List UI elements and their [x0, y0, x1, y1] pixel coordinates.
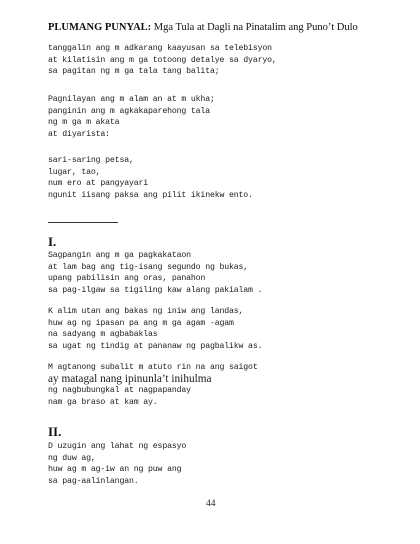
- stanza-1: [48, 43, 277, 78]
- poem-line: sari-saring petsa,: [48, 156, 134, 165]
- poem-line: huw ag m ag-iw an ng puw ang: [48, 465, 182, 475]
- poem-line: ng duw ag,: [48, 453, 96, 463]
- poem-line: D uzugin ang lahat ng espasyo: [48, 442, 187, 451]
- poem-line: at kilatisin ang m ga totoong detalye sa dyaryo,: [48, 55, 277, 65]
- running-header: [48, 22, 358, 33]
- poem-line: huw ag ng ipasan pa ang m ga agam -agam: [48, 318, 234, 328]
- poem-line: ngunit iisang paksa ang pilit ikinekw ento.: [48, 190, 253, 200]
- poem-line: K alim utan ang bakas ng iniw ang landas,: [48, 307, 244, 316]
- poem-line: panginin ang m agkakaparehong tala: [48, 106, 210, 116]
- section-1-stanza-3: [48, 362, 258, 408]
- poem-line: na sadyang m agbabaklas: [48, 330, 158, 340]
- poem-line: sa ugat ng tindig at pananaw ng pagbalikw as.: [48, 341, 263, 351]
- section-heading-1: I.: [48, 234, 57, 249]
- section-2-stanza-1: [48, 441, 186, 487]
- poem-line: nam ga braso at kam ay.: [48, 397, 158, 407]
- poem-line: ng m ga m akata: [48, 118, 120, 128]
- poem-line: sa pagitan ng m ga tala tang balita;: [48, 67, 220, 77]
- poem-line: ay matagal nang ipinunla’t inihulma: [48, 372, 212, 385]
- poem-line: num ero at pangyayari: [48, 179, 149, 189]
- poem-line: sa pag-ilgaw sa tigiling kaw alang pakialam .: [48, 285, 263, 295]
- poem-line: upang pabilisin ang oras, panahon: [48, 274, 206, 284]
- poem-line: Sagpangin ang m ga pagkakataon: [48, 251, 191, 260]
- section-1-stanza-1: [48, 250, 262, 296]
- stanza-3: [48, 155, 253, 201]
- poem-line: ng nagbubungkal at nagpapanday: [48, 386, 191, 396]
- stanza-2: [48, 94, 215, 140]
- poem-line: tanggalin ang m adkarang kaayusan sa telebisyon: [48, 44, 272, 53]
- poem-line: sa pag-aalinlangan.: [48, 476, 139, 486]
- section-divider: [48, 222, 118, 223]
- header-title-bold: PLUMANG PUNYAL:: [48, 22, 152, 33]
- poem-line: lugar, tao,: [48, 167, 101, 177]
- header-title-rest: Mga Tula at Dagli na Pinatalim ang Puno’t Dulo: [151, 22, 358, 33]
- poem-line: M agtanong subalit m atuto rin na ang saigot: [48, 363, 258, 372]
- section-heading-2: II.: [48, 424, 62, 439]
- page-number: 44: [206, 499, 216, 509]
- poem-line: at lam bag ang tig-isang segundo ng bukas,: [48, 262, 249, 272]
- poem-line: at diyarista:: [48, 129, 110, 139]
- poem-line: Pagnilayan ang m alam an at m ukha;: [48, 95, 215, 104]
- section-1-stanza-2: [48, 306, 262, 352]
